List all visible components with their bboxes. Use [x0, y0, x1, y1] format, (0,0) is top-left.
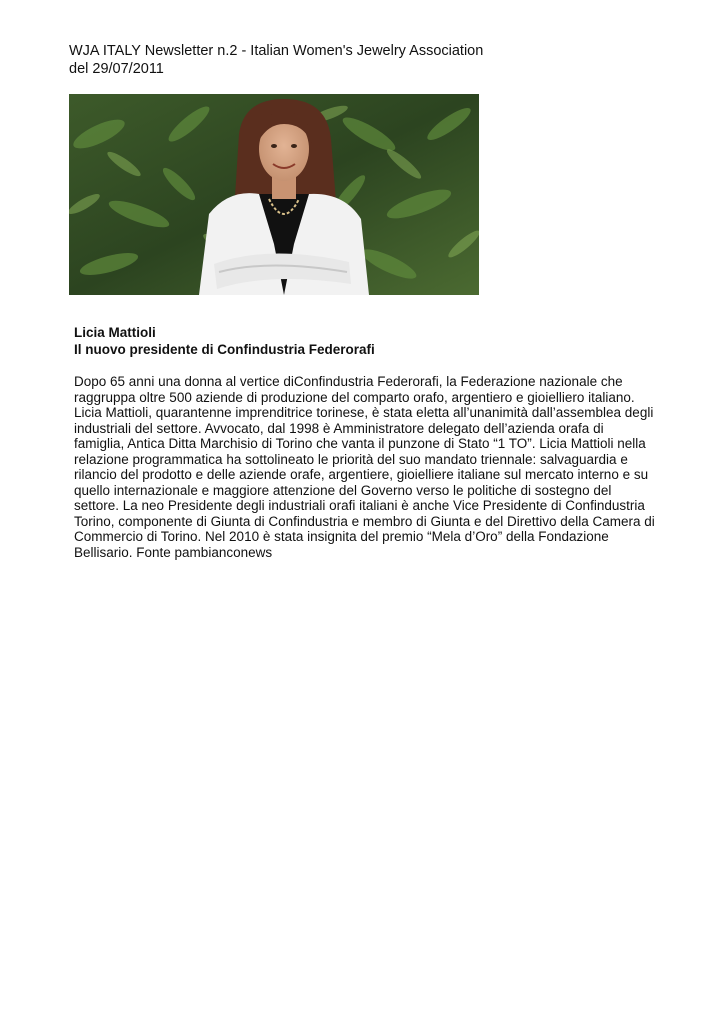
article-name: Licia Mattioli: [74, 325, 156, 340]
newsletter-header: [69, 42, 669, 78]
body-line: rilancio del prodotto e delle aziende orafe, argentiere, gioielliere italiane sul mercato interno e su: [74, 467, 649, 482]
article: [74, 324, 664, 560]
newsletter-date: del 29/07/2011: [69, 61, 164, 77]
body-line: Torino, componente di Giunta di Confindustria e membro di Giunta e del Direttivo della Camera di: [74, 513, 655, 529]
body-line: Dopo 65 anni una donna al vertice diConfindustria Federorafi, la Federazione nazionale che: [74, 374, 623, 389]
article-title-block: [74, 324, 664, 358]
body-line: relazione programmatica ha sottolineato le priorità del suo mandato triennale: salvaguardia e: [74, 451, 628, 467]
body-line: raggruppa oltre 500 aziende di produzione del comparto orafo, argentiero e gioielliero italiano.: [74, 389, 635, 405]
body-line: Licia Mattioli, quarantenne imprenditrice torinese, è stata eletta all’unanimità dall’assemblea degli: [74, 405, 654, 420]
body-line: Bellisario. Fonte pambianconews: [74, 544, 273, 560]
portrait-photo: [69, 94, 479, 295]
body-line: Commercio di Torino. Nel 2010 è stata insignita del premio “Mela d’Oro” della Fondazione: [74, 529, 609, 544]
article-subtitle: Il nuovo presidente di Confindustria Federorafi: [74, 342, 375, 357]
body-line: quello internazionale e maggiore attenzione del Governo verso le politiche di sostegno del: [74, 482, 612, 498]
body-line: industriali del settore. Avvocato, dal 1998 è Amministratore delegato dell’azienda orafa di: [74, 420, 604, 436]
article-body: [74, 374, 664, 560]
newsletter-title: WJA ITALY Newsletter n.2 - Italian Women's Jewelry Association: [69, 43, 484, 59]
body-line: settore. La neo Presidente degli industriali orafi italiani è anche Vice Presidente di Confindustria: [74, 498, 645, 513]
body-line: famiglia, Antica Ditta Marchisio di Torino che vanta il punzone di Stato “1 TO”. Licia Mattioli nella: [74, 436, 646, 451]
